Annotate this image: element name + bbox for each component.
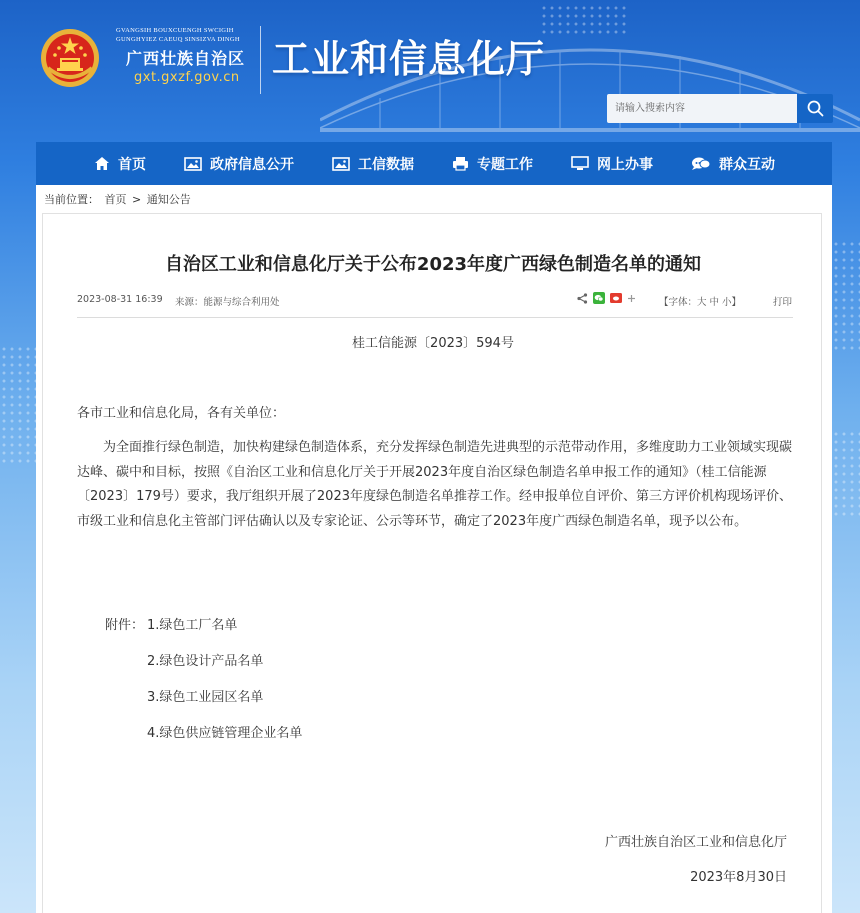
site-domain: gxt.gxzf.gov.cn: [134, 70, 240, 85]
more-share-icon[interactable]: [627, 294, 636, 303]
article-body-paragraph: 为全面推行绿色制造，加快构建绿色制造体系，充分发挥绿色制造先进典型的示范带动作用，多维度助力工业领域实现碳达峰、碳中和目标，按照《自治区工业和信息化厅关于开展2023年度自治区绿色制造名单申报工作的通知》（桂工信能源〔2023〕179号）要求，我厅组织开展了2023年度绿色制造名单推荐工作。经申报单位自评价、第三方评价机构现场评价、市级工业和信息化主管部门评估确认以及专家论证、公示等环节，确定了2023年度广西绿色制造名单，现予以公布。: [77, 440, 793, 529]
attachment-link[interactable]: 4.绿色供应链管理企业名单: [147, 726, 303, 741]
home-icon: [94, 156, 110, 171]
breadcrumb: [44, 191, 193, 207]
nav-item-special-work[interactable]: [452, 142, 533, 185]
weibo-icon[interactable]: [610, 293, 622, 303]
attachments-label: 附件：: [105, 618, 145, 633]
article-container: [42, 213, 822, 913]
article-source: 来源：能源与综合利用处: [175, 297, 280, 308]
nav-item-data[interactable]: [332, 142, 414, 185]
nav-item-public-interaction[interactable]: [691, 142, 775, 185]
breadcrumb-current-link[interactable]: 通知公告: [146, 193, 191, 206]
search-input[interactable]: [607, 94, 797, 123]
decorative-dots: [0, 345, 36, 465]
image-icon: [332, 157, 350, 171]
search-box: [607, 94, 833, 123]
font-size-control[interactable]: 【字体：大 中 小】: [659, 297, 742, 308]
nav-item-online-service[interactable]: [571, 142, 653, 185]
region-name: 广西壮族自治区: [126, 49, 246, 68]
article-meta-bar: [77, 294, 793, 318]
attachment-link[interactable]: 2.绿色设计产品名单: [147, 654, 264, 669]
salutation: 各市工业和信息化局，各有关单位：: [77, 406, 286, 421]
site-header: [0, 0, 860, 142]
share-buttons: [577, 292, 636, 304]
printer-icon: [452, 156, 469, 171]
region-pinyin-line1: GVANGSIH BOUXCUENGH SWCIGIH: [116, 27, 234, 34]
attachment-link[interactable]: 3.绿色工业园区名单: [147, 690, 264, 705]
breadcrumb-home-link[interactable]: 首页: [104, 193, 127, 206]
sign-date: 2023年8月30日: [690, 870, 787, 885]
search-icon: [807, 100, 824, 117]
chat-icon: [691, 156, 711, 171]
share-icon[interactable]: [577, 293, 588, 304]
nav-label: 工信数据: [358, 156, 414, 173]
attachment-link[interactable]: 1.绿色工厂名单: [147, 618, 238, 633]
breadcrumb-separator: >: [132, 193, 142, 206]
document-number: 桂工信能源〔2023〕594号: [352, 336, 514, 351]
breadcrumb-prefix: 当前位置：: [44, 193, 99, 206]
image-icon: [184, 157, 202, 171]
nav-label: 群众互动: [719, 156, 775, 173]
content-panel: [36, 185, 832, 913]
publish-date: 2023-08-31 16:39: [77, 294, 163, 305]
header-divider: [260, 26, 261, 94]
print-button[interactable]: 打印: [773, 297, 793, 308]
region-pinyin-line2: GUNGHYIEZ CAEUQ SINSIZVA DINGH: [116, 36, 240, 43]
article-title: 自治区工业和信息化厅关于公布2023年度广西绿色制造名单的通知: [164, 254, 702, 275]
main-nav: [36, 142, 832, 185]
nav-item-home[interactable]: [94, 142, 146, 185]
nav-label: 网上办事: [597, 156, 653, 173]
nav-item-gov-info[interactable]: [184, 142, 294, 185]
nav-label: 首页: [118, 156, 146, 173]
department-title[interactable]: 工业和信息化厅: [272, 36, 546, 81]
signer: 广西壮族自治区工业和信息化厅: [604, 835, 787, 850]
nav-label: 政府信息公开: [210, 156, 294, 173]
search-button[interactable]: [797, 94, 833, 123]
monitor-icon: [571, 156, 589, 171]
nav-label: 专题工作: [477, 156, 533, 173]
wechat-icon[interactable]: [593, 292, 605, 304]
national-emblem-icon[interactable]: [40, 28, 100, 88]
